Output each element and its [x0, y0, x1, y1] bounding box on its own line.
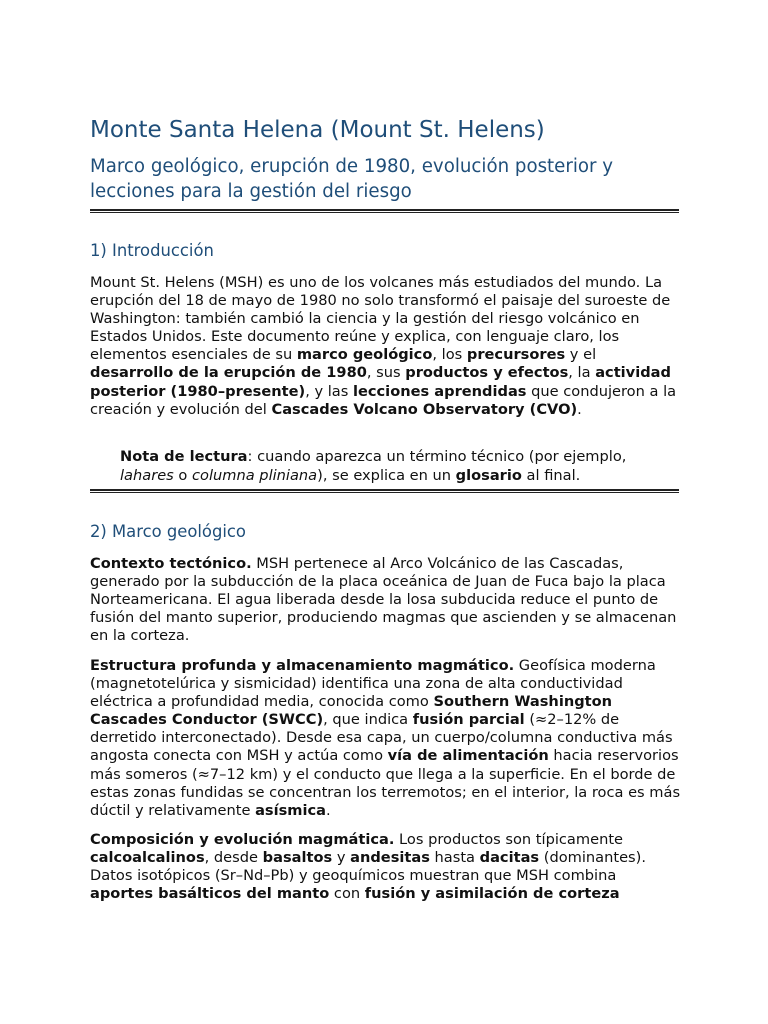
magmatic-composition-paragraph [90, 831, 682, 903]
text-run: Geofísica moderna (magnetotelúrica y sismicidad) identifica una zona de alta conductividad eléctrica a profundidad media, conocida como [90, 657, 656, 711]
bold-text-run: Southern Washington Cascades Conductor (SWCC) [90, 693, 613, 729]
text-run: con [329, 885, 365, 903]
text-run: , sus [366, 364, 406, 382]
text-run: hacia reservorios más someros (≈7–12 km) y el conducto que llega a la superficie. En el borde de estas zonas fundidas se concentran los terremotos; en el interior, la roca es más dúctil y relativamente [90, 747, 681, 819]
bold-text-run: productos y efectos [405, 364, 569, 382]
bold-text-run: precursores [466, 346, 566, 364]
text-run: ), se explica en un [317, 466, 456, 484]
bold-text-run: Estructura profunda y almacenamiento magmático. [90, 657, 515, 674]
text-run: : cuando aparezca un término técnico (por ejemplo, [247, 448, 627, 465]
text-run: o [173, 466, 192, 484]
bold-text-run: lecciones aprendidas [352, 382, 527, 400]
bold-text-run: Nota de lectura [120, 448, 248, 465]
document-title: Monte Santa Helena (Mount St. Helens) [90, 117, 545, 143]
bold-text-run: Composición y evolución magmática. [90, 831, 395, 848]
bold-text-run: basaltos [262, 849, 333, 867]
bold-text-run: vía de alimentación [387, 747, 549, 765]
text-run: , desde [204, 849, 263, 867]
intro-paragraph [90, 274, 682, 419]
bold-text-run: glosario [455, 466, 522, 484]
text-run: y [332, 849, 351, 867]
bold-text-run: Contexto tectónico. [90, 555, 252, 572]
text-run: Los productos son típicamente [394, 831, 624, 848]
text-run: hasta [429, 849, 480, 867]
text-run: , los [432, 346, 467, 364]
text-run: (dominantes). Datos isotópicos (Sr–Nd–Pb) y geoquímicos muestran que MSH combina [90, 849, 646, 885]
italic-text-run: columna pliniana [192, 466, 318, 484]
bold-text-run: marco geológico [296, 346, 433, 364]
title-divider [90, 209, 679, 213]
text-run: y el [565, 346, 597, 364]
bold-text-run: Cascades Volcano Observatory (CVO) [271, 400, 578, 418]
text-run: que condujeron a la creación y evolución del [90, 382, 677, 418]
text-run: . [326, 801, 331, 819]
bold-text-run: desarrollo de la erupción de 1980 [90, 364, 367, 382]
text-run: al final. [521, 466, 581, 484]
bold-text-run: aportes basálticos del manto [90, 885, 330, 903]
bold-text-run: fusión parcial [412, 711, 525, 729]
text-run: (≈2–12% de derretido interconectado). Desde esa capa, un cuerpo/columna conductiva más angosta conecta con MSH y actúa como [90, 711, 673, 765]
italic-text-run: lahares [120, 466, 174, 484]
text-run: MSH pertenece al Arco Volcánico de las Cascadas, generado por la subducción de la placa oceánica de Juan de Fuca bajo la placa Norteamericana. El agua liberada desde la losa subducida reduce el punto de fusión del manto superior, produciendo magmas que ascienden y se almacenan en la corteza. [90, 555, 677, 645]
text-run: , y las [305, 382, 353, 400]
text-run: Mount St. Helens (MSH) es uno de los volcanes más estudiados del mundo. La erupción del 18 de mayo de 1980 no solo transformó el paisaje del suroeste de Washington: también cambió la ciencia y la gestión del riesgo volcánico en Estados Unidos. Este documento reúne y explica, con lenguaje claro, los elementos esenciales de su [90, 274, 671, 364]
section-heading-marco-geologico: 2) Marco geológico [90, 522, 246, 541]
section-heading-introduccion: 1) Introducción [90, 241, 214, 260]
bold-text-run: andesitas [350, 849, 430, 867]
bold-text-run: actividad posterior (1980–presente) [90, 364, 671, 400]
bold-text-run: asísmica [255, 801, 327, 819]
bold-text-run: calcoalcalinos [90, 849, 205, 867]
text-run: . [577, 400, 582, 418]
document-subtitle: Marco geológico, erupción de 1980, evolución posterior y lecciones para la gestión del riesgo [90, 156, 614, 202]
deep-structure-paragraph [90, 657, 682, 820]
tectonic-context-paragraph [90, 555, 682, 645]
bold-text-run: fusión y asimilación de corteza [364, 885, 620, 903]
bold-text-run: dacitas [479, 849, 540, 867]
section-divider [90, 489, 679, 493]
reading-note [120, 448, 680, 485]
text-run: , la [568, 364, 596, 382]
text-run: , que indica [323, 711, 413, 729]
